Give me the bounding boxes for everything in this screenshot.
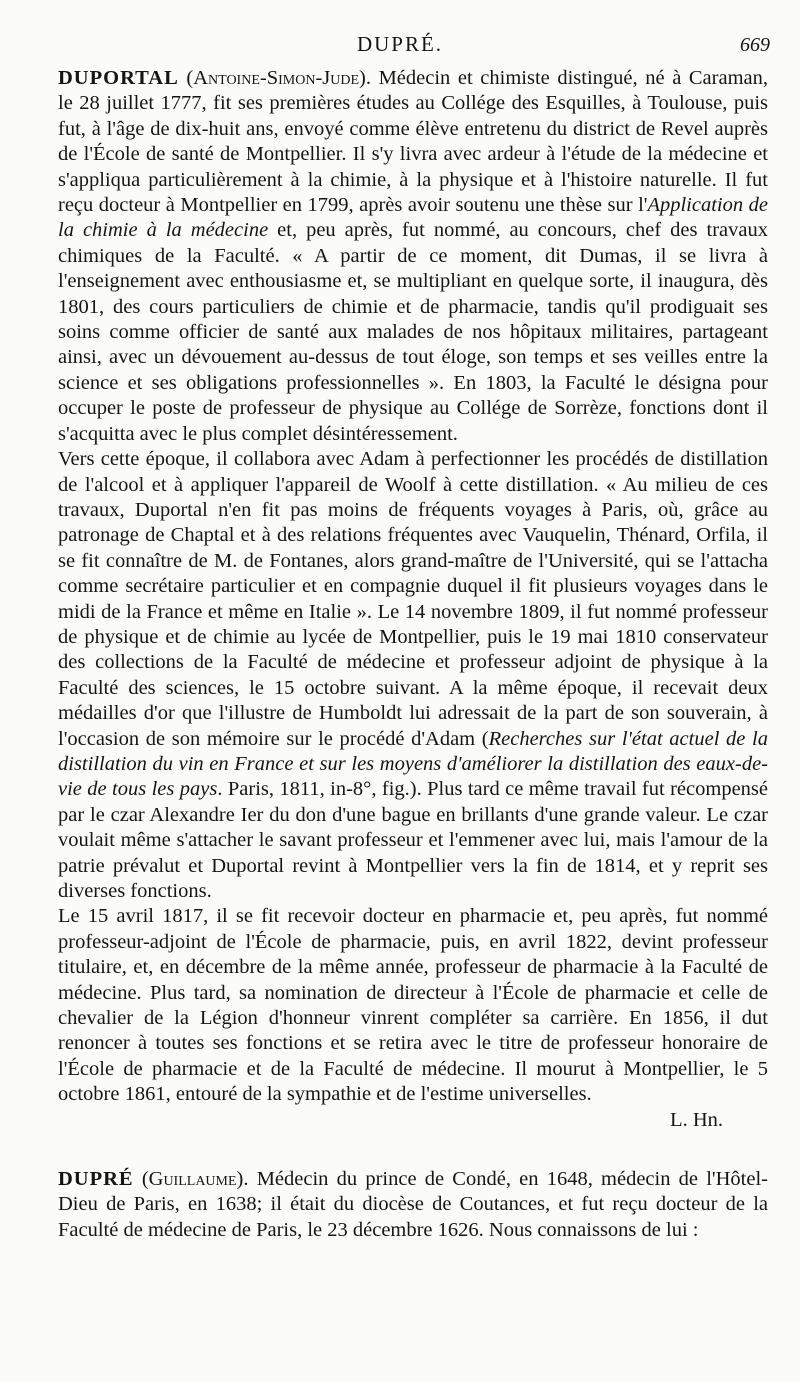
entry-headword: DUPORTAL — [58, 67, 179, 89]
entry-separator — [58, 1133, 768, 1167]
entry-forenames: (Antoine-Simon-Jude). — [186, 67, 371, 89]
entry-dupre-paragraph-1 — [58, 1167, 768, 1243]
paragraph-text: Vers cette époque, il collabora avec Adam à perfectionner les procédés de distillation de l'alcool et à appliquer l'appareil de Woolf à cette distillation. « Au milieu de ces travaux, Duportal n'en fit pas moins de fréquents voyages à Paris, où, grâce au patronage de Chaptal et à des relations fréquentes avec Vauquelin, Thénard, Orfila, il se fit connaître de M. de Fontanes, alors grand-maître de l'Université, qui se l'attacha comme secrétaire particulier et en compagnie duquel il fit plusieurs voyages dans le midi de la France et même en Italie ». Le 14 novembre 1809, il fut nommé professeur de physique et de chimie au lycée de Montpellier, puis le 19 mai 1810 conservateur des collections de la Faculté de médecine et professeur adjoint de physique à la Faculté des sciences, le 15 octobre suivant. A la même époque, il recevait deux médailles d'or que l'illustre de Humboldt lui adressait de la part de son souverain, à l'occasion de son mémoire sur le procédé d'Adam ( — [58, 448, 768, 750]
entry-forenames: (Guillaume). — [141, 1168, 249, 1191]
entry-duportal-paragraph-3 — [58, 904, 768, 1107]
page-header — [0, 30, 800, 60]
paragraph-text: Le 15 avril 1817, il se fit recevoir docteur en pharmacie et, peu après, fut nommé professeur-adjoint de l'École de pharmacie, puis, en avril 1822, devint professeur titulaire, et, en décembre de la même année, professeur de pharmacie à la Faculté de médecine. Plus tard, sa nomination de directeur à l'École de pharmacie et celle de chevalier de la Légion d'honneur vinrent compléter sa carrière. En 1856, il dut renoncer à toutes ses fonctions et se retira avec le titre de professeur honoraire de l'École de pharmacie et de la Faculté de médecine. Il mourut à Montpellier, le 5 octobre 1861, entouré de la sympathie et de l'estime universelles. — [58, 905, 768, 1106]
paragraph-text: . Paris, 1811, in-8°, fig.). Plus tard ce même travail fut récompensé par le czar Alexandre Ier du don d'une bague en brillants d'une grande valeur. Le czar voulait même s'attacher le savant professeur et l'emmener avec lui, mais l'amour de la patrie prévalut et Duportal revint à Montpellier vers la fin de 1814, et y reprit ses diverses fonctions. — [58, 778, 768, 902]
entry-duportal-paragraph-2 — [58, 447, 768, 904]
work-title: Recherches sur l'état actuel de la distillation du vin en France et sur les moyens d'améliorer la distillation des eaux-de-vie de tous les pays — [58, 727, 768, 801]
page-body — [58, 66, 768, 1243]
entry-headword: DUPRÉ — [58, 1168, 134, 1191]
thesis-title: Application de la chimie à la médecine — [58, 194, 768, 242]
page-number: 669 — [740, 34, 770, 56]
author-signature: L. Hn. — [670, 1108, 723, 1131]
entry-duportal-paragraph-1 — [58, 66, 768, 447]
paragraph-text: et, peu après, fut nommé, au concours, chef des travaux chimiques de la Faculté. « A partir de ce moment, dit Dumas, il se livra à l'enseignement avec enthousiasme et, se multipliant en quelque sorte, il inaugura, dès 1801, des cours particuliers de chimie et de pharmacie, tandis qu'il prodiguait ses soins comme officier de santé aux malades de nos hôpitaux militaires, partageant ainsi, avec un dévouement au-dessus de tout éloge, son temps et ses veilles entre la science et ses obligations professionnelles ». En 1803, la Faculté le désigna pour occuper le poste de professeur de physique au Collége de Sorrèze, fonctions dont il s'acquitta avec le plus complet désintéressement. — [58, 219, 768, 445]
running-head: DUPRÉ. — [356, 32, 444, 56]
paragraph-text: Médecin et chimiste distingué, né à Caraman, le 28 juillet 1777, fit ses premières études au Collége des Esquilles, à Toulouse, puis fut, à l'âge de dix-huit ans, envoyé comme élève entretenu du district de Revel auprès de l'École de santé de Montpellier. Il s'y livra avec ardeur à l'étude de la médecine et s'appliqua particulièrement à la chimie, à la physique et à l'histoire naturelle. Il fut reçu docteur à Montpellier en 1799, après avoir soutenu une thèse sur l' — [58, 67, 769, 217]
paragraph-text: Médecin du prince de Condé, en 1648, médecin de l'Hôtel-Dieu de Paris, en 1638; il était du diocèse de Coutances, et fut reçu docteur de la Faculté de médecine de Paris, le 23 décembre 1626. Nous connaissons de lui : — [58, 1168, 768, 1241]
